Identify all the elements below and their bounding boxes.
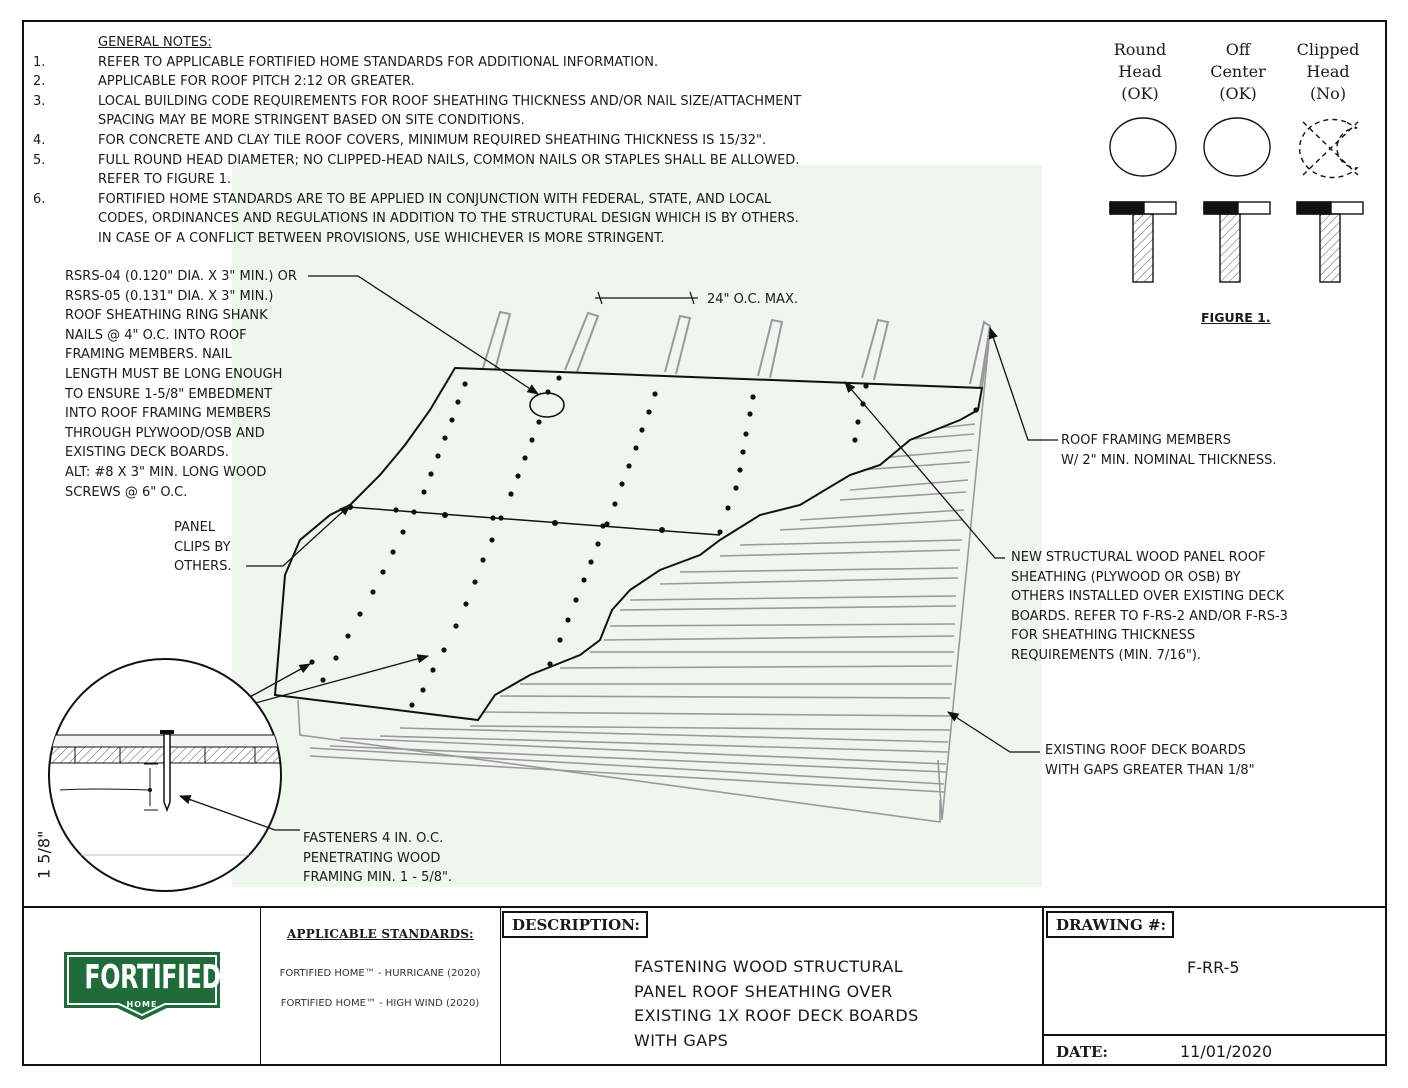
- nails-callout: RSRS-04 (0.120" DIA. X 3" MIN.) OR RSRS-05 (0.131" DIA. X 3" MIN.) ROOF SHEATHING RING SHANK NAILS @ 4" O.C. INTO ROOF FRAMING MEMBERS. NAIL LENGTH MUST BE LONG ENOUGH TO ENSURE 1-5/8" EMBEDMENT INTO ROOF FRAMING MEMBERS THROUGH PLYWOOD/OSB AND EXISTING DECK BOARDS. ALT: #8 X 3" MIN. LONG WOOD SCREWS @ 6" O.C.: [65, 269, 297, 500]
- fasteners-callout: FASTENERS 4 IN. O.C. PENETRATING WOOD FRAMING MIN. 1 - 5/8".: [303, 831, 453, 886]
- title-block-date-line: [1042, 1034, 1387, 1036]
- description-label: DESCRIPTION:: [502, 911, 648, 938]
- title-block-divider-3: [1042, 906, 1044, 1066]
- standard-high-wind: FORTIFIED HOME™ - HIGH WIND (2020): [280, 998, 480, 1009]
- figure1-clipped-head-label: Clipped Head (No): [1296, 40, 1360, 103]
- framing-callout: ROOF FRAMING MEMBERS W/ 2" MIN. NOMINAL THICKNESS.: [1061, 433, 1277, 468]
- title-block-divider-1: [260, 906, 261, 1066]
- sheathing-callout: NEW STRUCTURAL WOOD PANEL ROOF SHEATHING (PLYWOOD OR OSB) BY OTHERS INSTALLED OVER EXISTING DECK BOARDS. REFER TO F-RS-2 AND/OR F-RS-3 FOR SHEATHING THICKNESS REQUIREMENTS (MIN. 7/16").: [1011, 550, 1288, 663]
- logo-text: FORTIFIED: [84, 957, 221, 996]
- title-block-top-line: [22, 906, 1387, 908]
- deck-boards-callout: EXISTING ROOF DECK BOARDS WITH GAPS GREATER THAN 1/8": [1045, 743, 1255, 778]
- general-notes-header: GENERAL NOTES:: [98, 35, 212, 50]
- applicable-standards-header: APPLICABLE STANDARDS:: [287, 927, 474, 941]
- drawing-number-label: DRAWING #:: [1046, 911, 1174, 938]
- panel-clips-callout: PANEL CLIPS BY OTHERS.: [174, 520, 232, 575]
- figure1-nails: [1110, 118, 1363, 282]
- logo-subtext: HOME: [126, 1000, 158, 1009]
- date-label: DATE:: [1056, 1043, 1108, 1061]
- description-text: FASTENING WOOD STRUCTURAL PANEL ROOF SHEATHING OVER EXISTING 1X ROOF DECK BOARDS WITH GAPS: [634, 957, 919, 1050]
- title-block-divider-2: [500, 906, 501, 1066]
- drawing-number: F-RR-5: [1187, 958, 1240, 977]
- figure1-round-head-label: Round Head (OK): [1113, 40, 1167, 103]
- spacing-callout: 24" O.C. MAX.: [707, 292, 798, 307]
- standard-hurricane: FORTIFIED HOME™ - HURRICANE (2020): [279, 968, 481, 979]
- figure1-caption: FIGURE 1.: [1201, 310, 1271, 325]
- date-value: 11/01/2020: [1180, 1042, 1273, 1061]
- figure1-off-center-label: Off Center (OK): [1210, 40, 1266, 103]
- embedment-dimension-label: 1 5/8": [34, 830, 54, 879]
